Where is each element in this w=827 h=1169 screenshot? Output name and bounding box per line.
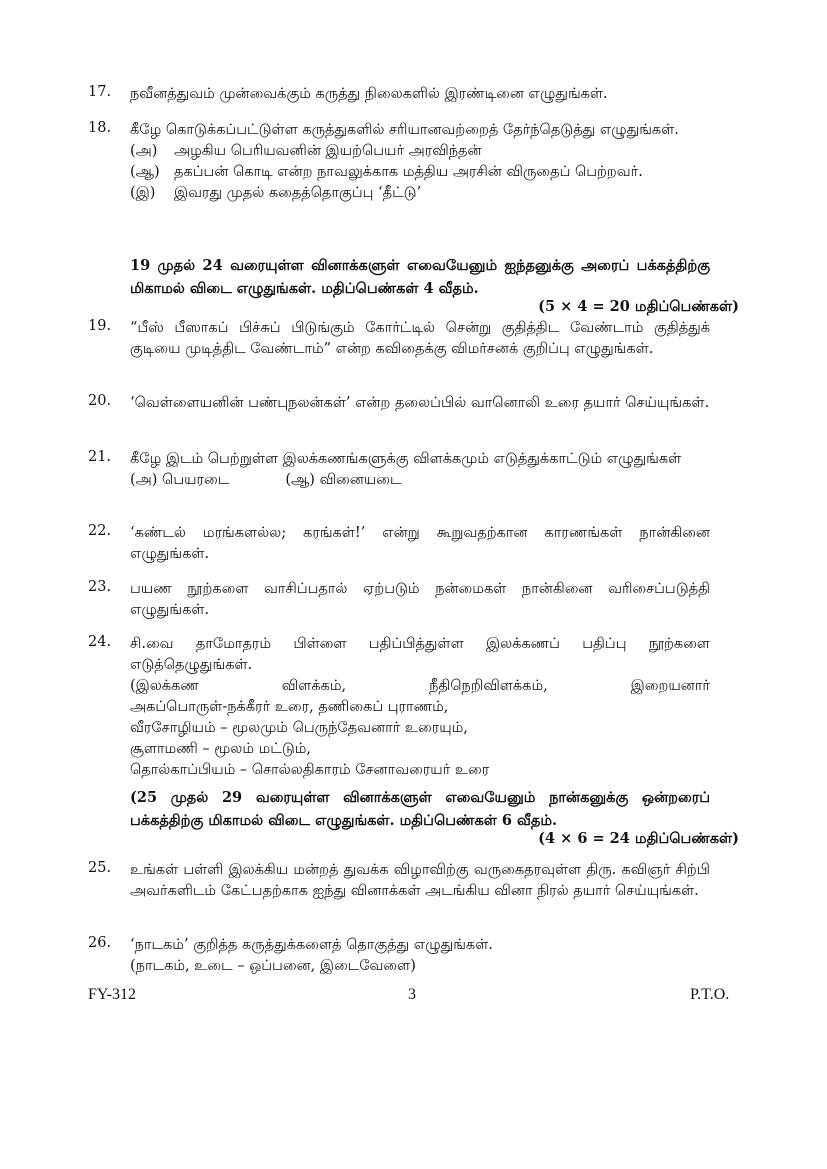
book-list-line: (இலக்கண விளக்கம், நீதிநெறிவிளக்கம், இறையனார் (130, 678, 710, 694)
option-label: (இ) (130, 185, 156, 201)
question-number: 25. (88, 860, 112, 876)
page-number: 3 (408, 986, 416, 1003)
question-number: 21. (88, 449, 112, 465)
book-list-line: அகப்பொருள்-நக்கீரர் உரை, தணிகைப் புராணம், (130, 699, 449, 715)
question-21 (88, 449, 710, 491)
option-b: (ஆ) வினையடை (285, 472, 402, 488)
section-instruction-1: 19 முதல் 24 வரையுள்ள வினாக்களுள் எவையேனும் ஐந்தனுக்கு அரைப் பக்கத்திற்கு மிகாமல் விடை எழுதுங்கள். மதிப்பெண்கள் 4 வீதம். (130, 257, 710, 297)
book-list-line: வீரசோழியம் – மூலமும் பெருந்தேவனார் உரையும், (130, 720, 468, 736)
book-list-line: சூளாமணி – மூலம் மட்டும், (130, 741, 312, 757)
question-23 (88, 579, 710, 621)
question-26 (88, 935, 710, 977)
question-text: பயண நூற்களை வாசிப்பதால் ஏற்படும் நன்மைகள் நான்கினை வரிசைப்படுத்தி எழுதுங்கள். (130, 581, 710, 618)
section-marks-1: (5 × 4 = 20 மதிப்பெண்கள்) (538, 298, 739, 315)
question-22 (88, 523, 710, 565)
section-marks-2: (4 × 6 = 24 மதிப்பெண்கள்) (538, 830, 739, 847)
option-b (130, 162, 710, 183)
question-text: ‘நாடகம்’ குறித்த கருத்துக்களைத் தொகுத்து எழுதுங்கள். (130, 937, 493, 953)
option-text: இவரது முதல் கதைத்தொகுப்பு ‘தீட்டு’ (174, 185, 422, 201)
question-24 (88, 634, 710, 781)
question-number: 24. (88, 634, 112, 650)
section-instruction-2: (25 முதல் 29 வரையுள்ள வினாக்களுள் எவையேனும் நான்கனுக்கு ஒன்றரைப் பக்கத்திற்கு மிகாமல் விடை எழுதுங்கள். மதிப்பெண்கள் 6 வீதம். (130, 789, 710, 829)
option-text: தகப்பன் கொடி என்ற நாவலுக்காக மத்திய அரசின் விருதைப் பெற்றவர். (174, 164, 643, 180)
question-text: “பீஸ் பீஸாகப் பிச்சுப் பிடுங்கும் கோர்ட்டில் சென்று குதித்திட வேண்டாம் குதித்துக் குடியை முடித்திட வேண்டாம்” என்ற கவிதைக்கு விமர்சனக் குறிப்பு எழுதுங்கள். (130, 320, 710, 357)
question-number: 23. (88, 579, 112, 595)
question-text: கீழே கொடுக்கப்பட்டுள்ள கருத்துகளில் சரியானவற்றைத் தேர்ந்தெடுத்து எழுதுங்கள். (130, 122, 679, 138)
question-20 (88, 393, 710, 414)
question-text: ‘வெள்ளையனின் பண்புநலன்கள்’ என்ற தலைப்பில் வானொலி உரை தயார் செய்யுங்கள். (130, 395, 710, 411)
option-label: (அ) (130, 143, 158, 159)
question-number: 20. (88, 393, 112, 409)
question-number: 22. (88, 523, 112, 539)
question-number: 17. (88, 84, 112, 100)
option-a: (அ) பெயரடை (130, 472, 230, 488)
question-25 (88, 860, 710, 902)
question-text: சி.வை தாமோதரம் பிள்ளை பதிப்பித்துள்ள இலக்கணப் பதிப்பு நூற்களை எடுத்தெழுதுங்கள். (130, 636, 710, 673)
option-c (130, 183, 710, 204)
question-18 (88, 120, 710, 204)
question-19 (88, 318, 710, 360)
question-number: 26. (88, 935, 112, 951)
book-list-line: தொல்காப்பியம் – சொல்லதிகாரம் சேனாவரையர் உரை (130, 762, 490, 778)
question-number: 18. (88, 120, 112, 136)
paper-code: FY-312 (88, 986, 137, 1003)
please-turn-over: P.T.O. (690, 986, 730, 1003)
option-a (130, 141, 710, 162)
question-number: 19. (88, 318, 112, 334)
option-text: அழகிய பெரியவனின் இயற்பெயர் அரவிந்தன் (174, 143, 482, 159)
option-label: (ஆ) (130, 164, 160, 180)
question-text: நவீனத்துவம் முன்வைக்கும் கருத்து நிலைகளில் இரண்டினை எழுதுங்கள். (130, 86, 608, 102)
question-text: கீழே இடம் பெற்றுள்ள இலக்கணங்களுக்கு விளக்கமும் எடுத்துக்காட்டும் எழுதுங்கள் (130, 451, 682, 467)
question-subtext: (நாடகம், உடை – ஒப்பனை, இடைவேளை) (130, 958, 416, 974)
question-text: ‘கண்டல் மரங்களல்ல; கரங்கள்!’ என்று கூறுவதற்கான காரணங்கள் நான்கினை எழுதுங்கள். (130, 525, 710, 562)
question-text: உங்கள் பள்ளி இலக்கிய மன்றத் துவக்க விழாவிற்கு வருகைதரவுள்ள திரு. கவிஞர் சிற்பி அவர்களிடம் கேட்பதற்காக ஐந்து வினாக்கள் அடங்கிய வினா நிரல் தயார் செய்யுங்கள். (130, 862, 710, 899)
question-17 (88, 84, 710, 105)
